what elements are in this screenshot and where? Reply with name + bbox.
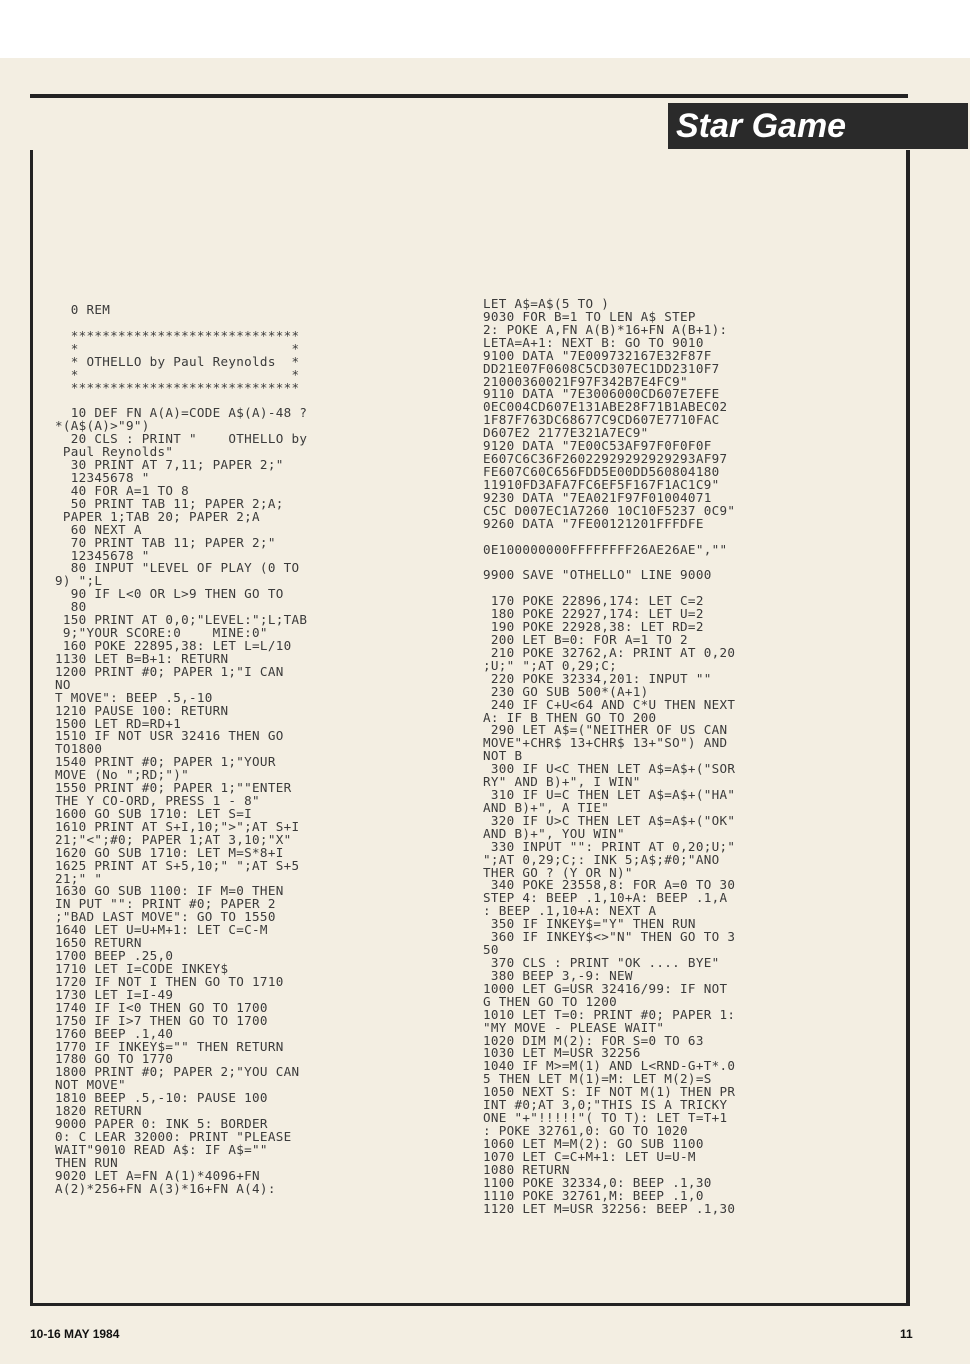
- listing-line: 9100 DATA "7E009732167E32F87F: [483, 347, 712, 363]
- listing-line: 1000 LET G=USR 32416/99: IF NOT: [483, 980, 728, 996]
- listing-line: 0E100000000FFFFFFFF26AE26AE","": [483, 541, 728, 557]
- listing-line: 350 IF INKEY$="Y" THEN RUN: [483, 916, 696, 932]
- listing-line: TO1800: [55, 741, 103, 757]
- listing-line: 1650 RETURN: [55, 935, 142, 951]
- listing-line: * *: [55, 340, 300, 356]
- listing-line: *****************************: [55, 379, 300, 395]
- listing-line: : POKE 32761,0: GO TO 1020: [483, 1123, 688, 1138]
- listing-line: 70 PRINT TAB 11; PAPER 2;": [55, 534, 276, 550]
- listing-line: 21;"<";#0; PAPER 1;AT 3,10;"X": [55, 831, 292, 847]
- listing-line: THE Y CO-ORD, PRESS 1 - 8": [55, 793, 260, 809]
- listing-line: G THEN GO TO 1200: [483, 993, 617, 1009]
- listing-line: 2: POKE A,FN A(B)*16+FN A(B+1):: [483, 321, 728, 337]
- page-top-margin: [0, 0, 970, 58]
- listing-line: 1750 IF I>7 THEN GO TO 1700: [55, 1012, 268, 1028]
- listing-line: 9030 FOR B=1 TO LEN A$ STEP: [483, 308, 696, 324]
- listing-line: 9900 SAVE "OTHELLO" LINE 9000: [483, 567, 712, 583]
- listing-line: 0: C LEAR 32000: PRINT "PLEASE: [55, 1129, 292, 1144]
- listing-line: AND B)+", YOU WIN": [483, 825, 625, 841]
- listing-line: 1080 RETURN: [483, 1161, 570, 1177]
- listing-line: 1040 IF M>=M(1) AND L<RND-G+T*.0: [483, 1058, 736, 1074]
- listing-line: 360 IF INKEY$<>"N" THEN GO TO 3: [483, 929, 736, 945]
- listing-line: : BEEP .1,10+A: NEXT A: [483, 903, 657, 919]
- listing-line: 90 IF L<0 OR L>9 THEN GO TO: [55, 586, 284, 602]
- listing-line: 1630 GO SUB 1100: IF M=0 THEN: [55, 883, 284, 899]
- listing-line: 40 FOR A=1 TO 8: [55, 482, 189, 498]
- listing-line: 1070 LET C=C+M+1: LET U=U-M: [483, 1148, 696, 1164]
- listing-line: 9000 PAPER 0: INK 5: BORDER: [55, 1116, 268, 1132]
- page-number: 11: [900, 1327, 913, 1341]
- listing-line: 1625 PRINT AT S+5,10;" ";AT S+5: [55, 857, 300, 873]
- listing-line: 1510 IF NOT USR 32416 THEN GO: [55, 728, 284, 744]
- listing-line: 150 PRINT AT 0,0;"LEVEL:";L;TAB: [55, 612, 308, 628]
- section-title: Star Game: [676, 107, 847, 145]
- listing-line: 1700 BEEP .25,0: [55, 948, 174, 964]
- listing-line: INT #0;AT 3,0;"THIS IS A TRICKY: [483, 1097, 728, 1113]
- listing-line: 1730 LET I=I-49: [55, 986, 174, 1002]
- listing-line: 21000360021F97F342B7E4FC9": [483, 373, 688, 389]
- listing-line: PAPER 1;TAB 20; PAPER 2;A: [55, 508, 260, 524]
- listing-line: 1640 LET U=U+M+1: LET C=C-M: [55, 922, 268, 938]
- listing-line: 1030 LET M=USR 32256: [483, 1045, 641, 1061]
- listing-line: D607E2 2177E321A7EC9": [483, 425, 649, 441]
- listing-line: 21;" ": [55, 870, 103, 886]
- listing-line: 1050 NEXT S: IF NOT M(1) THEN PR: [483, 1084, 736, 1100]
- listing-line: 1010 LET T=0: PRINT #0; PAPER 1:: [483, 1006, 736, 1022]
- listing-line: THER GO ? (Y OR N)": [483, 864, 633, 880]
- listing-line: LET A$=A$(5 TO ): [483, 296, 610, 311]
- listing-line: 80 INPUT "LEVEL OF PLAY (0 TO: [55, 560, 300, 576]
- listing-line: 1740 IF I<0 THEN GO TO 1700: [55, 999, 268, 1015]
- listing-line: 1100 POKE 32334,0: BEEP .1,30: [483, 1174, 712, 1190]
- listing-line: * *: [55, 366, 300, 382]
- listing-line: 320 IF U>C THEN LET A$=A$+("OK": [483, 812, 736, 828]
- listing-line: 12345678 ": [55, 469, 150, 485]
- listing-line: 1720 IF NOT I THEN GO TO 1710: [55, 973, 284, 989]
- listing-line: "MY MOVE - PLEASE WAIT": [483, 1019, 665, 1035]
- listing-line: MOVE (No ";RD;")": [55, 767, 189, 783]
- listing-line: 1500 LET RD=RD+1: [55, 715, 182, 731]
- listing-line: STEP 4: BEEP .1,10+A: BEEP .1,A: [483, 890, 728, 906]
- listing-line: RY" AND B)+", I WIN": [483, 774, 641, 790]
- listing-line: 220 POKE 32334,201: INPUT "": [483, 670, 712, 686]
- listing-line: 300 IF U<C THEN LET A$=A$+("SOR: [483, 761, 736, 777]
- listing-line: 160 POKE 22895,38: LET L=L/10: [55, 637, 292, 653]
- listing-line: 1020 DIM M(2): FOR S=0 TO 63: [483, 1032, 704, 1048]
- listing-line: 380 BEEP 3,-9: NEW: [483, 967, 633, 983]
- listing-line: 1200 PRINT #0; PAPER 1;"I CAN: [55, 663, 284, 679]
- listing-line: A(2)*256+FN A(3)*16+FN A(4):: [55, 1180, 276, 1196]
- listing-line: 9110 DATA "7E3006000CD607E7EFE: [483, 386, 720, 402]
- listing-line: T MOVE": BEEP .5,-10: [55, 689, 213, 705]
- listing-line: ;U;" ";AT 0,29;C;: [483, 657, 617, 673]
- frame-bottom-rule: [30, 1303, 910, 1306]
- listing-line: 1110 POKE 32761,M: BEEP .1,0: [483, 1187, 704, 1203]
- listing-line: IN PUT "": PRINT #0; PAPER 2: [55, 896, 276, 912]
- listing-line: 340 POKE 23558,8: FOR A=0 TO 30: [483, 877, 736, 893]
- listing-line: 1210 PAUSE 100: RETURN: [55, 702, 229, 718]
- listing-line: 9230 DATA "7EA021F97F01004071: [483, 489, 712, 505]
- listing-line: 1820 RETURN: [55, 1103, 142, 1119]
- listing-line: A: IF B THEN GO TO 200: [483, 709, 657, 725]
- listing-line: THEN RUN: [55, 1154, 119, 1170]
- listing-line: MOVE"+CHR$ 13+CHR$ 13+"SO") AND: [483, 735, 728, 751]
- listing-line: 1F87F763DC68677C9CD607E7710FAC: [483, 412, 720, 428]
- listing-line: 50 PRINT TAB 11; PAPER 2;A;: [55, 495, 284, 511]
- issue-date: 10-16 MAY 1984: [30, 1327, 120, 1341]
- listing-line: 1120 LET M=USR 32256: BEEP .1,30: [483, 1200, 736, 1216]
- program-listing-left-column: [55, 302, 470, 1196]
- listing-line: AND B)+", A TIE": [483, 799, 610, 815]
- listing-line: DD21E07F0608C5CD307EC1DD2310F7: [483, 360, 720, 376]
- listing-line: 200 LET B=0: FOR A=1 TO 2: [483, 631, 688, 647]
- listing-line: *****************************: [55, 327, 300, 343]
- listing-line: 30 PRINT AT 7,11; PAPER 2;": [55, 457, 284, 473]
- listing-line: 210 POKE 32762,A: PRINT AT 0,20: [483, 644, 736, 660]
- listing-line: 12345678 ": [55, 547, 150, 563]
- listing-line: Paul Reynolds": [55, 444, 174, 460]
- listing-line: 330 INPUT "": PRINT AT 0,20;U;": [483, 838, 736, 854]
- listing-line: 0EC004CD607E131ABE28F71B1ABEC02: [483, 399, 728, 415]
- header-rule: [30, 94, 908, 98]
- listing-line: 190 POKE 22928,38: LET RD=2: [483, 619, 704, 635]
- listing-line: 9120 DATA "7E00C53AF97F0F0F0F: [483, 438, 712, 454]
- listing-line: 9020 LET A=FN A(1)*4096+FN: [55, 1167, 260, 1183]
- listing-line: 1710 LET I=CODE INKEY$: [55, 961, 229, 977]
- listing-line: 1600 GO SUB 1710: LET S=I: [55, 805, 253, 821]
- listing-line: 1130 LET B=B+1: RETURN: [55, 650, 229, 666]
- listing-line: 290 LET A$=("NEITHER OF US CAN: [483, 722, 728, 738]
- listing-line: 230 GO SUB 500*(A+1): [483, 683, 649, 699]
- listing-line: 240 IF C+U<64 AND C*U THEN NEXT: [483, 696, 736, 712]
- listing-line: NO: [55, 676, 71, 692]
- listing-line: ;"BAD LAST MOVE": GO TO 1550: [55, 909, 276, 925]
- listing-line: ";AT 0,29;C;: INK 5;A$;#0;"ANO: [483, 851, 720, 867]
- listing-line: 1810 BEEP .5,-10: PAUSE 100: [55, 1090, 268, 1106]
- listing-line: 5 THEN LET M(1)=M: LET M(2)=S: [483, 1071, 712, 1087]
- listing-line: * OTHELLO by Paul Reynolds *: [55, 353, 300, 369]
- listing-line: 1540 PRINT #0; PAPER 1;"YOUR: [55, 754, 276, 770]
- listing-line: C5C D007EC1A7260 10C10F5237 0C9": [483, 502, 736, 518]
- listing-line: ONE "+"!!!!!"( TO T): LET T=T+1: [483, 1110, 728, 1126]
- listing-line: 9;"YOUR SCORE:0 MINE:0": [55, 625, 268, 641]
- program-listing-right-column: [483, 296, 905, 1216]
- listing-line: 1800 PRINT #0; PAPER 2;"YOU CAN: [55, 1064, 300, 1080]
- listing-line: 1770 IF INKEY$="" THEN RETURN: [55, 1038, 284, 1054]
- listing-line: 1780 GO TO 1770: [55, 1051, 174, 1067]
- listing-line: 20 CLS : PRINT " OTHELLO by: [55, 431, 308, 447]
- listing-line: LETA=A+1: NEXT B: GO TO 9010: [483, 334, 704, 350]
- listing-line: 10 DEF FN A(A)=CODE A$(A)-48 ?: [55, 405, 308, 421]
- frame-left-rule: [30, 150, 33, 1306]
- listing-line: NOT B: [483, 748, 523, 764]
- listing-line: E607C6C36F26022929292929293AF97: [483, 451, 728, 467]
- listing-line: 1060 LET M=M(2): GO SUB 1100: [483, 1135, 704, 1151]
- listing-line: WAIT"9010 READ A$: IF A$="": [55, 1141, 268, 1157]
- listing-line: 1760 BEEP .1,40: [55, 1025, 174, 1041]
- listing-line: 50: [483, 942, 499, 958]
- listing-line: 9260 DATA "7FE00121201FFFDFE: [483, 515, 704, 531]
- listing-line: 1620 GO SUB 1710: LET M=S*8+I: [55, 844, 284, 860]
- listing-line: 180 POKE 22927,174: LET U=2: [483, 606, 704, 622]
- listing-line: 60 NEXT A: [55, 521, 142, 537]
- frame-right-rule: [906, 150, 910, 1306]
- listing-line: 0 REM: [55, 302, 111, 317]
- listing-line: 80: [55, 599, 87, 615]
- listing-line: 310 IF U=C THEN LET A$=A$+("HA": [483, 787, 736, 803]
- listing-line: NOT MOVE": [55, 1077, 126, 1093]
- listing-line: 9) ";L: [55, 573, 103, 589]
- listing-line: 1550 PRINT #0; PAPER 1;""ENTER: [55, 780, 292, 796]
- listing-line: 11910FD3AFA7FC6EF5F167F1AC1C9": [483, 476, 720, 492]
- listing-line: 170 POKE 22896,174: LET C=2: [483, 593, 704, 609]
- listing-line: 370 CLS : PRINT "OK .... BYE": [483, 955, 720, 971]
- listing-line: *(A$(A)>"9"): [55, 418, 150, 434]
- listing-line: FE607C60C656FDD5E00DD560804180: [483, 463, 720, 479]
- listing-line: 1610 PRINT AT S+I,10;">";AT S+I: [55, 818, 300, 834]
